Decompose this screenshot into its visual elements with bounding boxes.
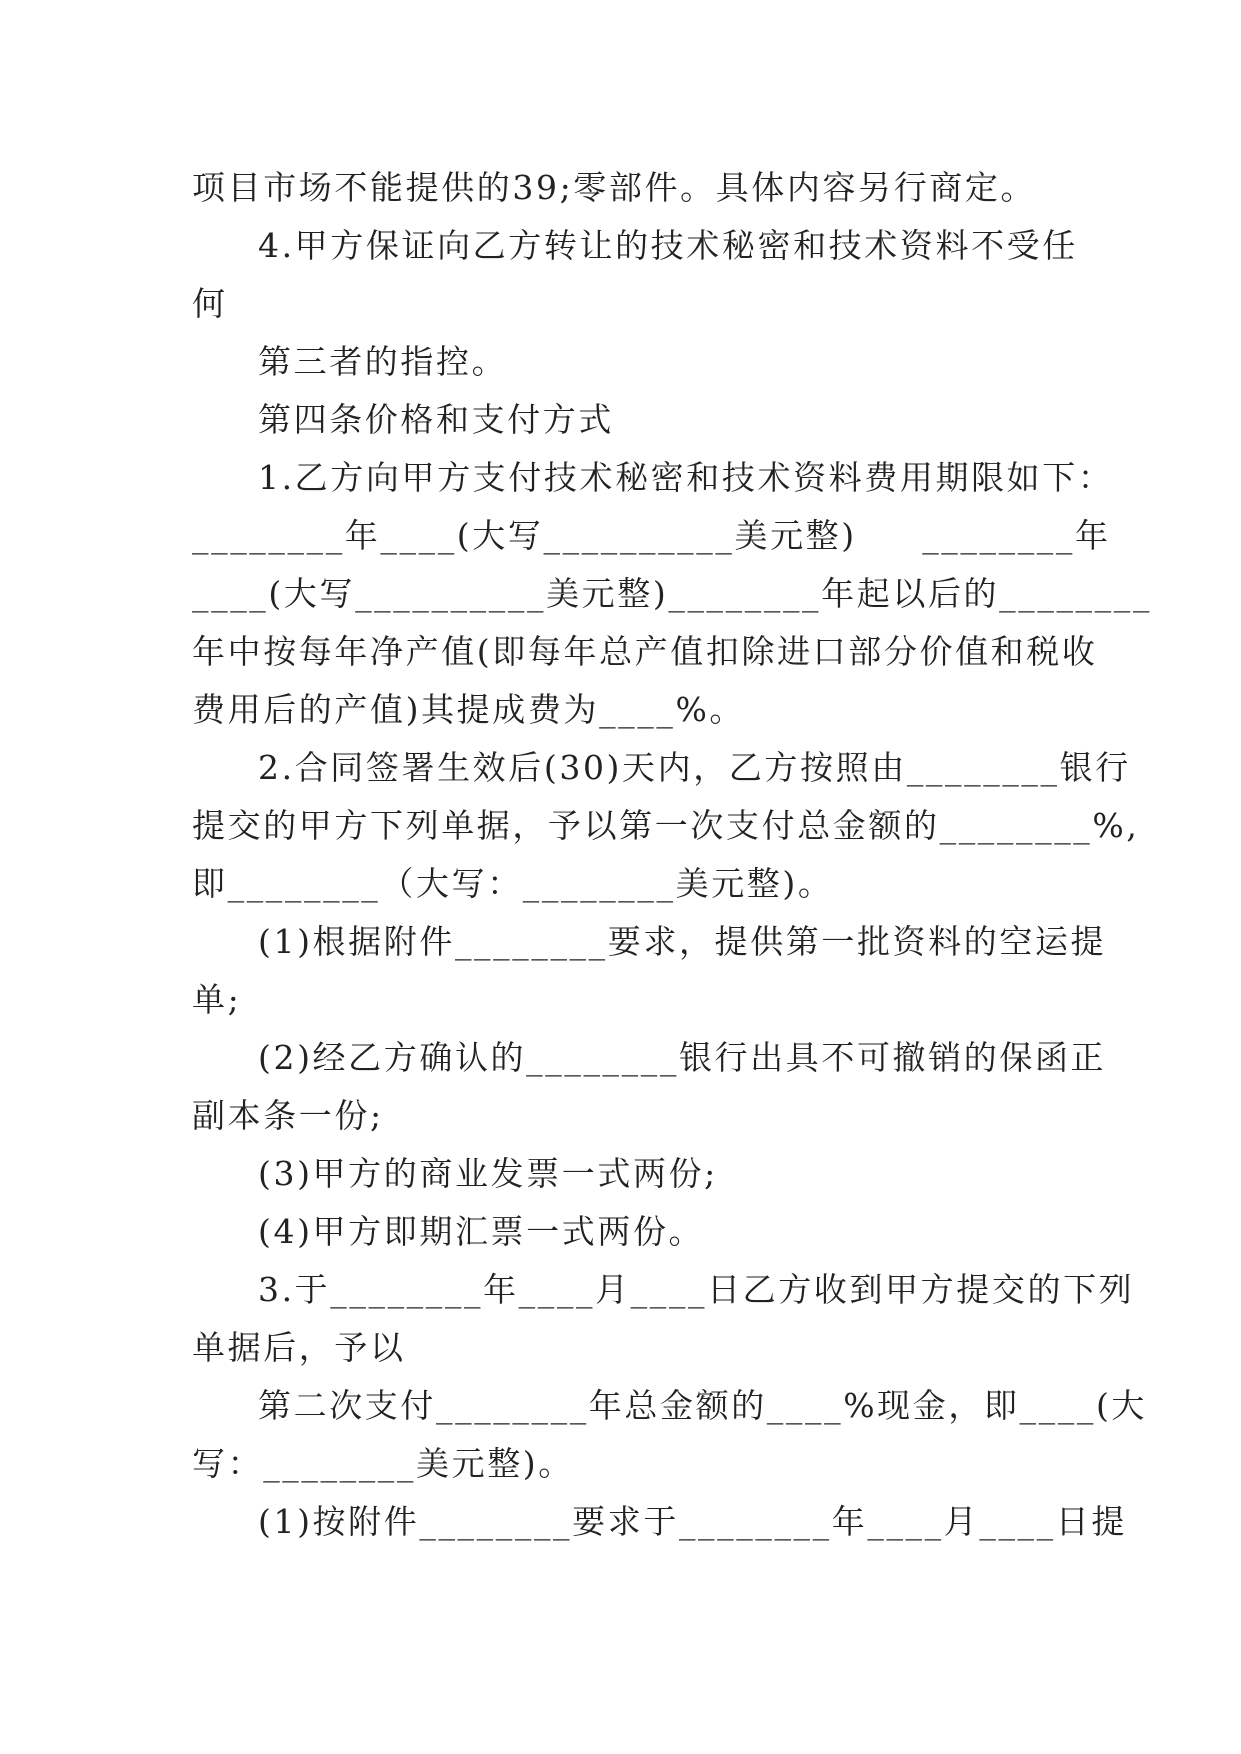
text-line: 第二次支付________年总金额的____%现金，即____(大	[258, 1386, 1148, 1425]
text-line: ____(大写__________美元整)________年起以后的________	[192, 574, 1152, 613]
text-line: (2)经乙方确认的________银行出具不可撤销的保函正	[258, 1038, 1107, 1077]
section-heading: 第四条价格和支付方式	[258, 400, 614, 439]
text-line: 即________（大写：________美元整)。	[192, 864, 834, 903]
text-line: 年中按每年净产值(即每年总产值扣除进口部分价值和税收	[192, 632, 1098, 671]
text-line: 4.甲方保证向乙方转让的技术秘密和技术资料不受任	[258, 226, 1078, 265]
text-line: 何	[192, 284, 228, 323]
text-line: 3.于________年____月____日乙方收到甲方提交的下列	[258, 1270, 1135, 1309]
text-line: 写：________美元整)。	[192, 1444, 574, 1483]
text-line: 费用后的产值)其提成费为____%。	[192, 690, 746, 729]
text-line: (4)甲方即期汇票一式两份。	[258, 1212, 705, 1251]
text-line: 单;	[192, 980, 242, 1019]
text-line: ________年____(大写__________美元整) ________年	[192, 516, 1111, 555]
text-line: 2.合同签署生效后(30)天内，乙方按照由________银行	[258, 748, 1131, 787]
text-line: 第三者的指控。	[258, 342, 508, 381]
text-line: 单据后，予以	[192, 1328, 406, 1367]
text-line: 提交的甲方下列单据，予以第一次支付总金额的________%,	[192, 806, 1140, 845]
text-line: 1.乙方向甲方支付技术秘密和技术资料费用期限如下：	[258, 458, 1114, 497]
text-line: (3)甲方的商业发票一式两份;	[258, 1154, 718, 1193]
text-line: 项目市场不能提供的39;零部件。具体内容另行商定。	[192, 168, 1037, 207]
text-line: 副本条一份;	[192, 1096, 384, 1135]
text-line: (1)按附件________要求于________年____月____日提	[258, 1502, 1127, 1541]
text-line: (1)根据附件________要求，提供第一批资料的空运提	[258, 922, 1107, 961]
